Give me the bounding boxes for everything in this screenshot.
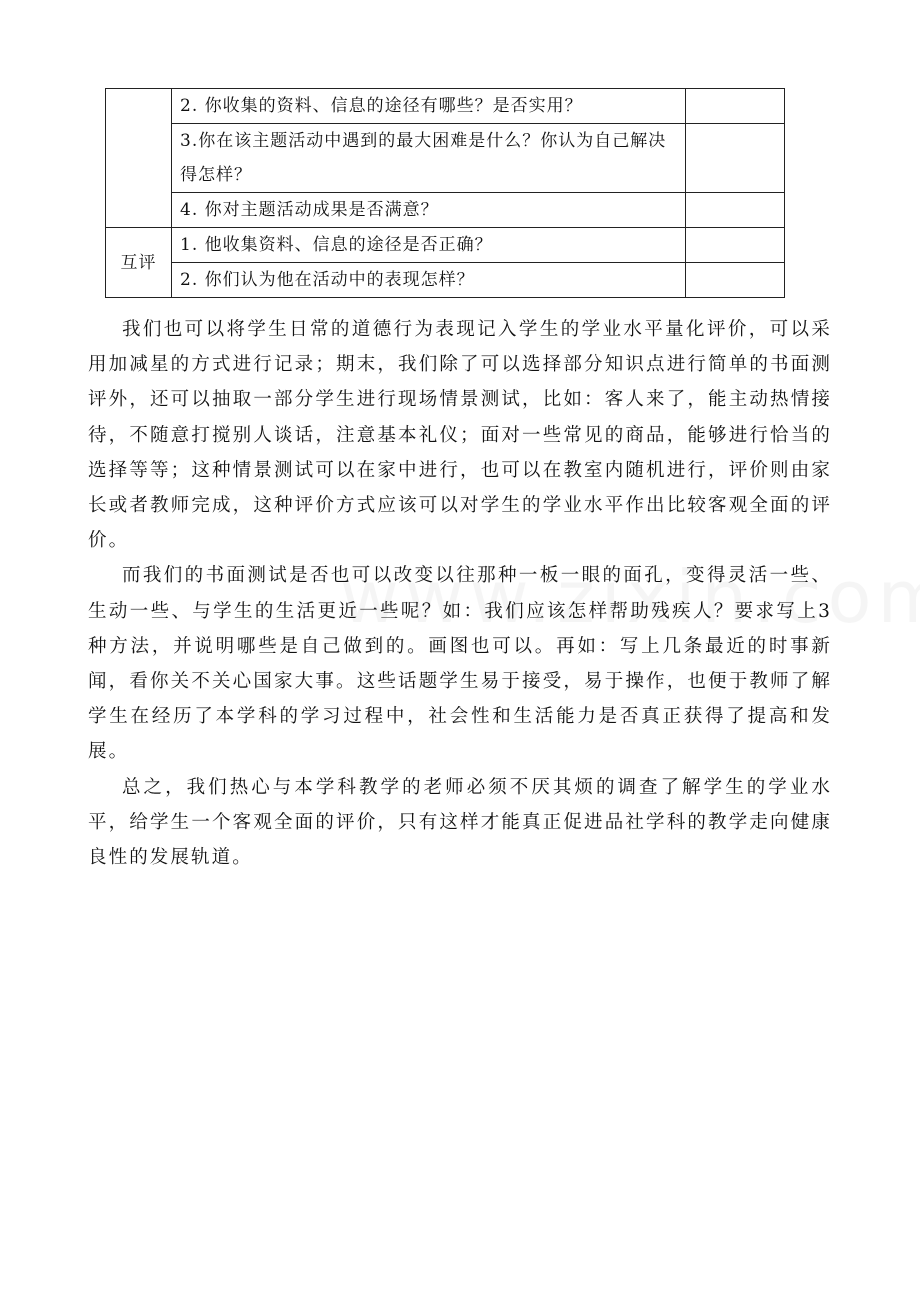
category-cell-peer: 互评: [106, 228, 172, 298]
score-cell: [686, 193, 785, 228]
score-cell: [686, 124, 785, 193]
score-cell: [686, 89, 785, 124]
question-cell: 3.你在该主题活动中遇到的最大困难是什么？你认为自己解决得怎样？: [172, 124, 686, 193]
table-row: [106, 263, 785, 298]
paragraph: 而我们的书面测试是否也可以改变以往那种一板一眼的面孔，变得灵活一些、生动一些、与学生的生活更近一些呢？如：我们应该怎样帮助残疾人？要求写上3种方法，并说明哪些是自己做到的。画图也可以。再如：写上几条最近的时事新闻，看你关不关心国家大事。这些话题学生易于接受，易于操作，也便于教师了解学生在经历了本学科的学习过程中，社会性和生活能力是否真正获得了提高和发展。: [88, 565, 832, 763]
table-row: [106, 193, 785, 228]
question-cell: 2. 你们认为他在活动中的表现怎样？: [172, 263, 686, 298]
table-row: [106, 228, 785, 263]
category-cell-self: [106, 89, 172, 228]
body-text: [88, 312, 832, 875]
paragraph: 总之，我们热心与本学科教学的老师必须不厌其烦的调查了解学生的学业水平，给学生一个客观全面的评价，只有这样才能真正促进品社学科的教学走向健康良性的发展轨道。: [88, 776, 832, 869]
question-cell: 4. 你对主题活动成果是否满意？: [172, 193, 686, 228]
question-cell: 2. 你收集的资料、信息的途径有哪些？是否实用？: [172, 89, 686, 124]
table-row: [106, 124, 785, 193]
score-cell: [686, 263, 785, 298]
score-cell: [686, 228, 785, 263]
paragraph: 我们也可以将学生日常的道德行为表现记入学生的学业水平量化评价，可以采用加减星的方式进行记录；期末，我们除了可以选择部分知识点进行简单的书面测评外，还可以抽取一部分学生进行现场情景测试，比如：客人来了，能主动热情接待，不随意打搅别人谈话，注意基本礼仪；面对一些常见的商品，能够进行恰当的选择等等；这种情景测试可以在家中进行，也可以在教室内随机进行，评价则由家长或者教师完成，这种评价方式应该可以对学生的学业水平作出比较客观全面的评价。: [88, 319, 832, 552]
question-cell: 1. 他收集资料、信息的途径是否正确？: [172, 228, 686, 263]
evaluation-table: [105, 88, 785, 298]
table-row: [106, 89, 785, 124]
